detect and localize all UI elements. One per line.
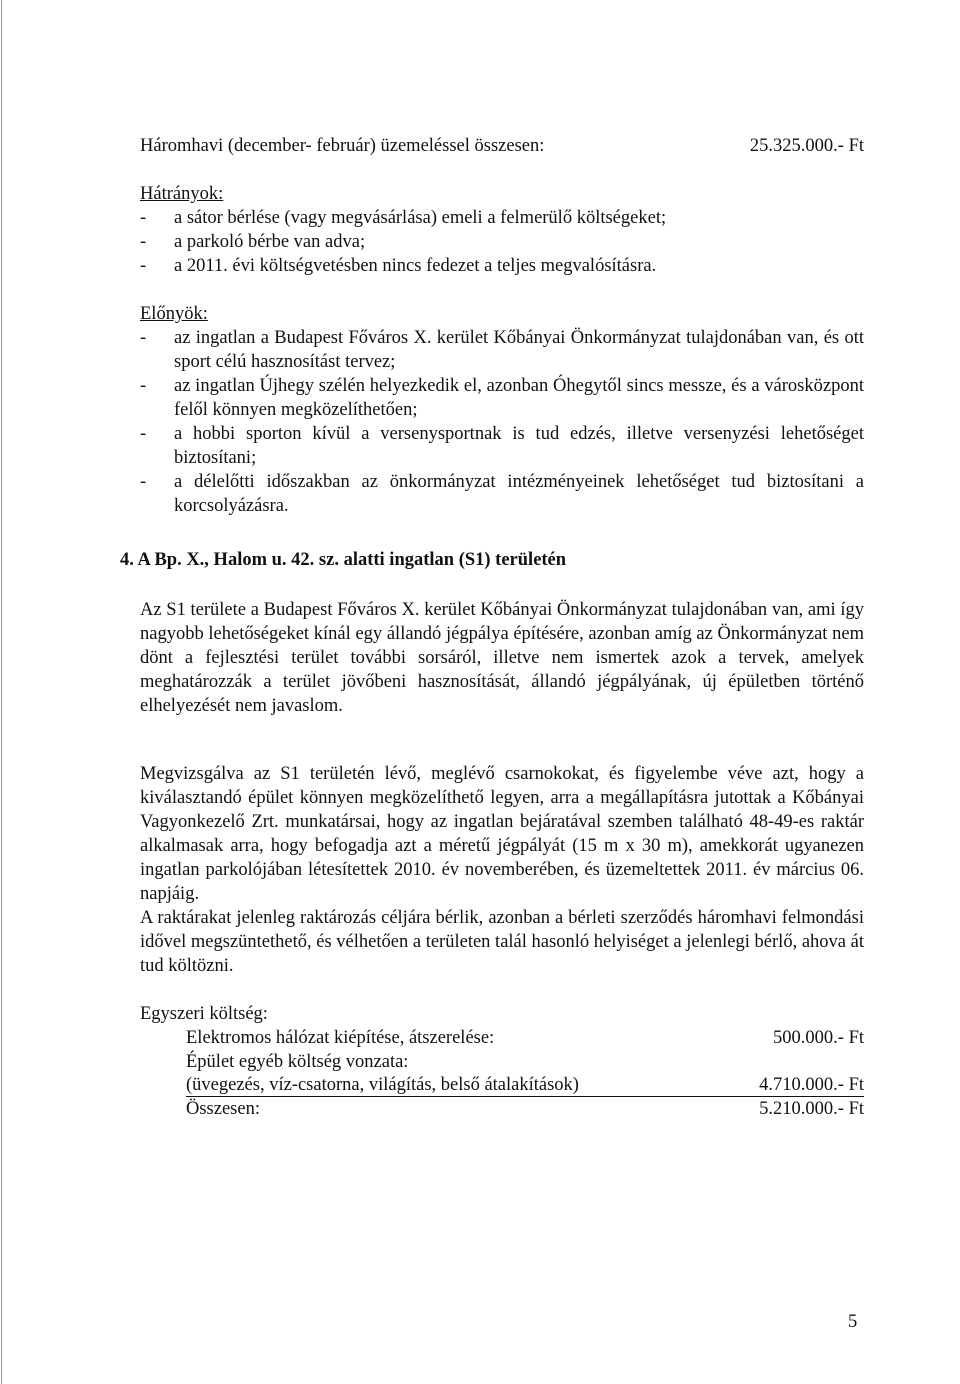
disadvantages-list [140, 206, 864, 278]
list-item: - a 2011. évi költségvetésben nincs fedezet a teljes megvalósításra. [140, 256, 657, 276]
summary-label: Háromhavi (december- február) üzemeléssel összesen: [140, 136, 545, 156]
cost-label: Elektromos hálózat kiépítése, átszerelése: [186, 1028, 495, 1048]
list-item: - a hobbi sporton kívül a versenysportnak is tud edzés, illetve versenyzési lehetőséget biztosítani; [140, 424, 864, 468]
cost-row [186, 1074, 864, 1097]
cost-total-label: Összesen: [186, 1099, 260, 1119]
summary-row [140, 134, 864, 158]
list-item: - az ingatlan a Budapest Főváros X. kerület Kőbányai Önkormányzat tulajdonában van, és ott sport célú hasznosítást tervez; [140, 328, 864, 372]
list-item: - a parkoló bérbe van adva; [140, 232, 366, 252]
paragraph-1: Az S1 területe a Budapest Főváros X. kerület Kőbányai Önkormányzat tulajdonában van, ami így nagyobb lehetőségeket kínál egy állandó jégpálya építésére, azonban amíg az Önkormányzat nem dönt a fejlesztési terület további sorsáról, illetve nem ismertek azok a tervek, amelyek meghatározzák a terület jövőbeni hasznosítását, állandó jégpályának, új épületben történő elhelyezését nem javaslom. [140, 600, 864, 716]
disadvantages-section [140, 182, 864, 278]
page-number: 5 [848, 1312, 858, 1332]
page-content [120, 134, 864, 1121]
cost-label: (üvegezés, víz-csatorna, világítás, belső átalakítások) [186, 1075, 579, 1095]
scan-edge-line [1, 0, 2, 1384]
list-item: - a délelőtti időszakban az önkormányzat intézményeinek lehetőséget tud biztosítani a korcsolyázásra. [140, 472, 864, 516]
advantages-section [140, 302, 864, 518]
advantages-title: Előnyök: [140, 304, 208, 324]
costs-title: Egyszeri költség: [140, 1004, 268, 1024]
cost-amount: 4.710.000.- Ft [759, 1075, 864, 1095]
costs-section [140, 1002, 864, 1121]
costs-table [186, 1026, 864, 1121]
disadvantages-title: Hátrányok: [140, 184, 224, 204]
cost-amount: 500.000.- Ft [773, 1028, 864, 1048]
paragraph-2: Megvizsgálva az S1 területén lévő, meglévő csarnokokat, és figyelembe véve azt, hogy a kiválasztandó épület könnyen megközelíthető legyen, arra a megállapításra jutottak a Kőbányai Vagyonkezelő Zrt. munkatársai, hogy az ingatlan bejáratával szemben található 48-49-es raktár alkalmasak arra, hogy befogadja azt a méretű jégpályát (15 m x 30 m), amekkorát ugyanezen ingatlan parkolójában létesítettek 2010. év novemberében, és üzemeltettek 2011. év március 06. napjáig. [140, 764, 864, 904]
list-item: - a sátor bérlése (vagy megvásárlása) emeli a felmerülő költségeket; [140, 208, 667, 228]
paragraph-3: A raktárakat jelenleg raktározás céljára bérlik, azonban a bérleti szerződés háromhavi felmondási idővel megszüntethető, és vélhetően a területen talál hasonló helyiséget a jelenlegi bérlő, ahova át tud költözni. [140, 908, 864, 976]
cost-label: Épület egyéb költség vonzata: [186, 1052, 409, 1072]
advantages-list [140, 326, 864, 518]
cost-total-row [186, 1097, 864, 1121]
section-heading: 4. A Bp. X., Halom u. 42. sz. alatti ingatlan (S1) területén [120, 550, 567, 570]
cost-row [186, 1026, 864, 1050]
summary-amount: 25.325.000.- Ft [749, 136, 864, 156]
cost-row [186, 1050, 864, 1074]
list-item: - az ingatlan Újhegy szélén helyezkedik el, azonban Óhegytől sincs messze, és a városközpont felől könnyen megközelíthetően; [140, 376, 864, 420]
cost-total-amount: 5.210.000.- Ft [759, 1099, 864, 1119]
